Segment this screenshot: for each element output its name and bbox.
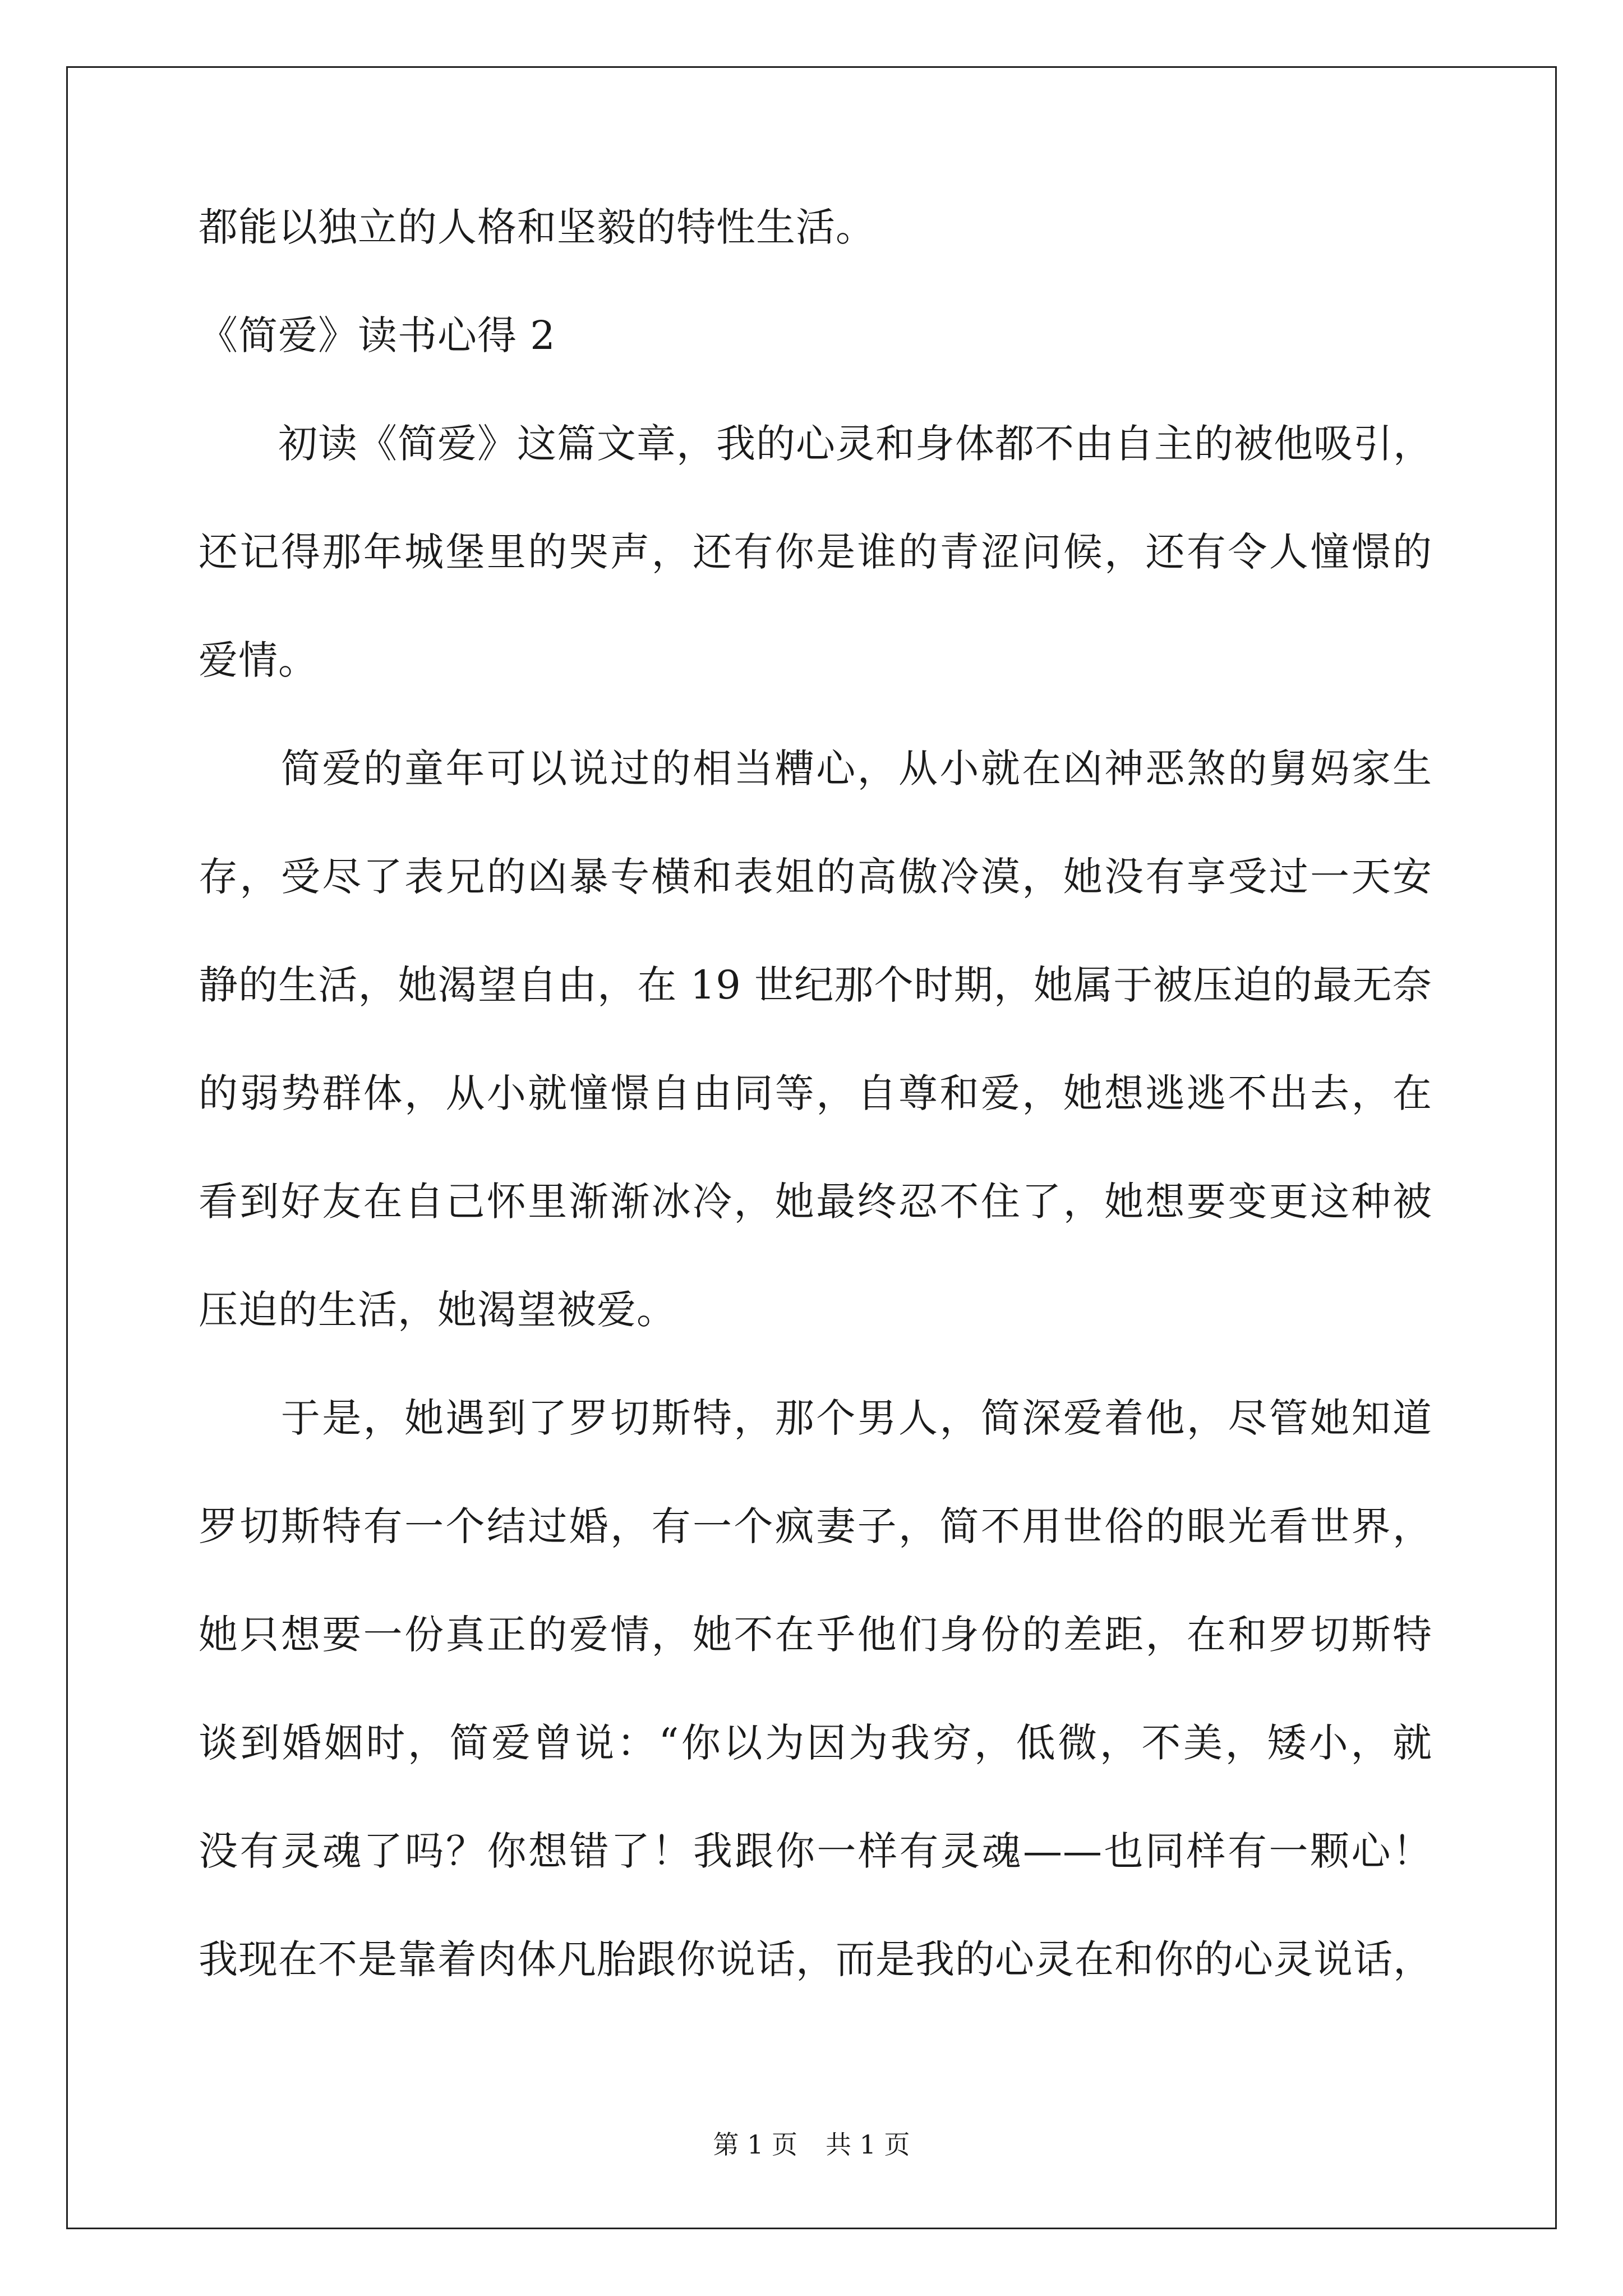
- text-line-17: 我现在不是靠着肉体凡胎跟你说话，而是我的心灵在和你的心灵说话，: [199, 1936, 1433, 1982]
- text-line-14: 她只想要一份真正的爱情，她不在乎他们身份的差距，在和罗切斯特: [199, 1612, 1432, 1658]
- text-line-13: 罗切斯特有一个结过婚，有一个疯妻子，简不用世俗的眼光看世界，: [199, 1503, 1432, 1549]
- text-line-15: 谈到婚姻时，简爱曾说：“你以为因为我穷，低微，不美，矮小，就: [199, 1720, 1432, 1766]
- page-number: 第 1 页: [713, 2129, 797, 2160]
- text-line-12: 于是，她遇到了罗切斯特，那个男人，简深爱着他，尽管她知道: [199, 1395, 1432, 1441]
- text-line-16: 没有灵魂了吗？你想错了！我跟你一样有灵魂——也同样有一颗心！: [199, 1828, 1432, 1874]
- text-line-9: 的弱势群体，从小就憧憬自由同等，自尊和爱，她想逃逃不出去，在: [199, 1070, 1432, 1116]
- page-total: 共 1 页: [826, 2129, 910, 2160]
- text-line-11: 压迫的生活，她渴望被爱。: [199, 1287, 676, 1333]
- section-heading: 《简爱》读书心得 2: [199, 312, 556, 358]
- text-line-5: 爱情。: [199, 637, 318, 683]
- text-line-1: 都能以独立的人格和坚毅的特性生活。: [199, 204, 875, 250]
- text-line-8: 静的生活，她渴望自由，在 19 世纪那个时期，她属于被压迫的最无奈: [199, 962, 1432, 1008]
- page-footer: [0, 2129, 1623, 2160]
- text-line-7: 存，受尽了表兄的凶暴专横和表姐的高傲冷漠，她没有享受过一天安: [199, 854, 1432, 900]
- text-line-6: 简爱的童年可以说过的相当糟心，从小就在凶神恶煞的舅妈家生: [199, 746, 1432, 792]
- text-line-10: 看到好友在自己怀里渐渐冰冷，她最终忍不住了，她想要变更这种被: [199, 1179, 1432, 1225]
- text-line-3: 初读《简爱》这篇文章，我的心灵和身体都不由自主的被他吸引，: [199, 421, 1433, 467]
- document-body: [199, 204, 1433, 2048]
- text-line-4: 还记得那年城堡里的哭声，还有你是谁的青涩问候，还有令人憧憬的: [199, 529, 1432, 575]
